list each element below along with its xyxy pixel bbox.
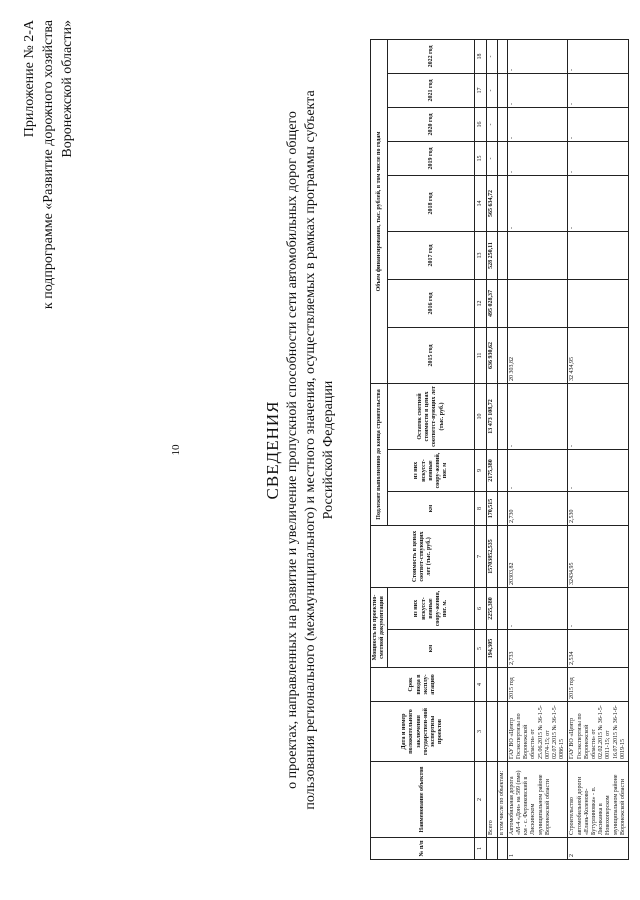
- row-tb-art: -: [507, 450, 568, 492]
- appendix-header: [20, 20, 77, 460]
- row-remaining: -: [568, 383, 629, 449]
- total-tb-art: 2175,380: [487, 450, 497, 492]
- col-number: 18: [475, 39, 487, 73]
- title-heading: СВЕДЕНИЯ: [263, 400, 282, 500]
- row-cost: 20303,82: [507, 526, 568, 588]
- header-year-2020: 2020 год: [388, 107, 475, 141]
- col-number: 7: [475, 526, 487, 588]
- col-number: 2: [475, 762, 487, 838]
- header-funding: Объем финансирования, тыс. рублей, в том числе по годам: [371, 39, 388, 383]
- row-tb-km: 2,530: [568, 492, 629, 526]
- empty-cell: [497, 73, 507, 107]
- total-tb-km: 170,515: [487, 492, 497, 526]
- header-year-2021: 2021 год: [388, 73, 475, 107]
- row-2015: 32 434,95: [568, 327, 629, 383]
- col-number: 6: [475, 588, 487, 630]
- header-cost: Стоимость в ценах соответ-ствующих лет (тыс. руб.): [371, 526, 475, 588]
- table-row: [568, 39, 629, 859]
- row-2022: -: [568, 39, 629, 73]
- row-remaining: -: [507, 383, 568, 449]
- header-tb-remaining: Остаток сметной стоимости в ценах соответст-вующих лет (тыс. руб.): [388, 383, 475, 449]
- col-number: 17: [475, 73, 487, 107]
- total-2020: -: [487, 107, 497, 141]
- row-cost: 32434,95: [568, 526, 629, 588]
- row-num: 2: [568, 838, 629, 860]
- row-2021: -: [507, 73, 568, 107]
- empty-cell: [497, 231, 507, 279]
- col-number: 11: [475, 327, 487, 383]
- column-numbers-row: [475, 39, 487, 859]
- empty-cell: [497, 630, 507, 668]
- total-2022: -: [487, 39, 497, 73]
- projects-table: [370, 39, 629, 860]
- row-km: 2,534: [568, 630, 629, 668]
- total-deadline-cell: [487, 668, 497, 702]
- incl-row: [497, 39, 507, 859]
- row-deadline: 2015 год: [507, 668, 568, 702]
- header-to-build: Подлежит выполнению до конца строительства: [371, 383, 388, 525]
- empty-cell: [497, 702, 507, 762]
- col-number: 1: [475, 838, 487, 860]
- header-year-2022: 2022 год: [388, 39, 475, 73]
- row-name: Автомобильная дорога «М-4 «Дон» на 589 (пмо) км - с. Ферзиковский в Лискинском муниципальном районе Воронежской области: [507, 762, 568, 838]
- total-label: Всего: [487, 762, 497, 838]
- col-number: 13: [475, 231, 487, 279]
- total-2015: 636 930,62: [487, 327, 497, 383]
- empty-cell: [497, 526, 507, 588]
- header-deadline: Срок ввода в эксплу-атацию: [371, 668, 475, 702]
- header-year-2018: 2018 год: [388, 175, 475, 231]
- col-number: 8: [475, 492, 487, 526]
- col-number: 15: [475, 141, 487, 175]
- row-num: 1: [507, 838, 568, 860]
- row-2018: -: [568, 175, 629, 231]
- empty-cell: [497, 668, 507, 702]
- row-expertise: ГАУ ВО «Центр Госэкспертизы по Воронежской области» от 25.06.2015 № 36-1-5-0074-15; от 02.07.2015 № 36-1-5-0086-15: [507, 702, 568, 762]
- page-number: 10: [170, 444, 182, 456]
- row-expertise: ГАУ ВО «Центр Госэкспертизы по Воронежской области» от 02.02.2015 № 36-1-5-0011-15; от 16.07.2015 № 36-1-6-0019-15: [568, 702, 629, 762]
- header-year-2019: 2019 год: [388, 141, 475, 175]
- header-cap-km: км: [388, 630, 475, 668]
- total-row: [487, 39, 497, 859]
- title-line-2: пользования регионального (межмуниципального) и местного значения, осуществляемых в рамках программы субъекта: [303, 90, 318, 810]
- row-tb-km: 2,730: [507, 492, 568, 526]
- empty-cell: [497, 279, 507, 327]
- row-km: 2,733: [507, 630, 568, 668]
- total-2021: -: [487, 73, 497, 107]
- empty-cell: [497, 588, 507, 630]
- col-number: 3: [475, 702, 487, 762]
- total-2017: 528 250,11: [487, 231, 497, 279]
- header-name: Наименование объектов: [371, 762, 475, 838]
- appendix-line-2: к подпрограмме «Развитие дорожного хозяйства: [41, 20, 56, 310]
- total-num-cell: [487, 838, 497, 860]
- title-line-1: о проектах, направленных на развитие и увеличение пропускной способности сети автомобильных дорог общего: [285, 111, 300, 789]
- col-number: 14: [475, 175, 487, 231]
- row-name: Строительство автомобильной дороги «Елань-Коленово-Бутурлиновка» - п. Лисиканка в Новохоперском муниципальном районе Воронежской области: [568, 762, 629, 838]
- table-row: [507, 39, 568, 859]
- empty-cell: [497, 107, 507, 141]
- row-2020: -: [507, 107, 568, 141]
- row-deadline: 2015 год: [568, 668, 629, 702]
- col-number: 5: [475, 630, 487, 668]
- row-2019: -: [507, 141, 568, 175]
- row-2019: -: [568, 141, 629, 175]
- header-cap-art: из них искусст-венные соору-жения, пог. м.: [388, 588, 475, 630]
- row-art: -: [507, 588, 568, 630]
- document-title: [262, 40, 338, 860]
- col-number: 4: [475, 668, 487, 702]
- row-2022: -: [507, 39, 568, 73]
- col-number: 9: [475, 450, 487, 492]
- appendix-line-1: Приложение № 2-А: [22, 20, 37, 138]
- empty-cell: [497, 450, 507, 492]
- header-num: № п/п: [371, 838, 475, 860]
- header-year-2015: 2015 год: [388, 327, 475, 383]
- row-art: -: [568, 588, 629, 630]
- header-capacity: Мощность по проектно-сметной документации: [371, 588, 388, 668]
- row-2018: -: [507, 175, 568, 231]
- header-tb-km: км: [388, 492, 475, 526]
- row-2017: [568, 231, 629, 279]
- header-year-2017: 2017 год: [388, 231, 475, 279]
- total-km: 194,305: [487, 630, 497, 668]
- row-2016: [507, 279, 568, 327]
- row-2020: -: [568, 107, 629, 141]
- total-remaining: 13 473 108,72: [487, 383, 497, 449]
- appendix-line-3: Воронежской области»: [60, 20, 75, 158]
- row-2016: [568, 279, 629, 327]
- row-2021: -: [568, 73, 629, 107]
- header-year-2016: 2016 год: [388, 279, 475, 327]
- row-2015: 20 303,82: [507, 327, 568, 383]
- total-cost: 15703852,535: [487, 526, 497, 588]
- header-tb-art: из них искусст-венные соору-жений, пог. м: [388, 450, 475, 492]
- empty-cell: [497, 39, 507, 73]
- title-line-3: Российской Федерации: [321, 380, 336, 520]
- header-row-1: [371, 39, 388, 859]
- col-number: 16: [475, 107, 487, 141]
- total-art: 2255,380: [487, 588, 497, 630]
- total-2018: 565 634,72: [487, 175, 497, 231]
- col-number: 10: [475, 383, 487, 449]
- total-2019: -: [487, 141, 497, 175]
- incl-num-cell: [497, 838, 507, 860]
- empty-cell: [497, 175, 507, 231]
- empty-cell: [497, 383, 507, 449]
- empty-cell: [497, 141, 507, 175]
- empty-cell: [497, 492, 507, 526]
- row-2017: [507, 231, 568, 279]
- total-2016: 495 028,37: [487, 279, 497, 327]
- incl-label: в том числе по объектам:: [497, 762, 507, 838]
- empty-cell: [497, 327, 507, 383]
- header-expertise: Дата и номер положительного заключения государствен-ной экспертизы проектов: [371, 702, 475, 762]
- col-number: 12: [475, 279, 487, 327]
- row-tb-art: -: [568, 450, 629, 492]
- total-expertise-cell: [487, 702, 497, 762]
